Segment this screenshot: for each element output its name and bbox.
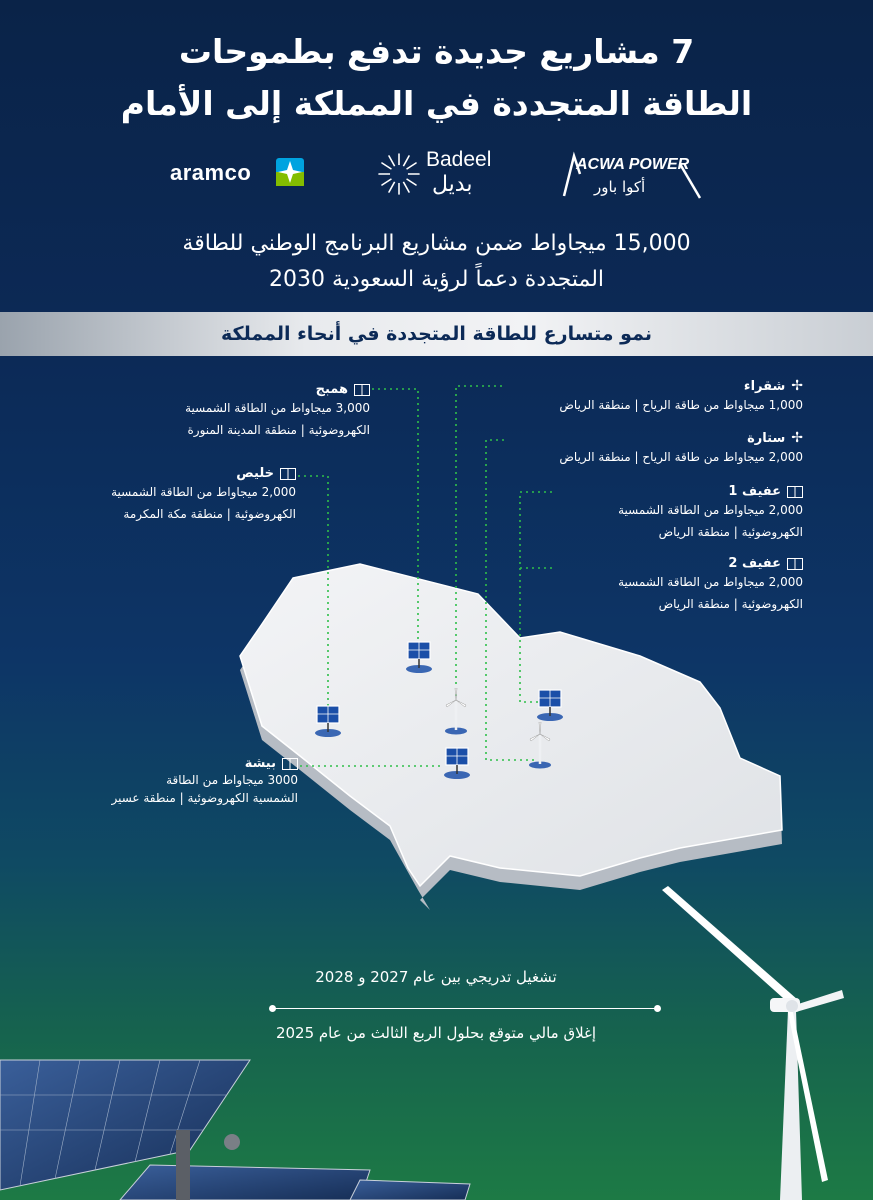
badeel-wordmark-en: Badeel [426,148,492,171]
project-name: همبج [315,382,348,397]
project-name: عفيف 1 [728,484,781,499]
wind-turbine-icon [527,722,553,770]
wind-marker-sitara [527,722,553,774]
title-line-1: 7 مشاريع جديدة تدفع بطموحات [178,32,695,71]
project-name: خليص [236,466,274,481]
aramco-wordmark: aramco [170,160,252,185]
subtitle-line-2: المتجددة دعماً لرؤية السعودية 2030 [268,267,605,292]
project-name: شقراء [743,378,786,394]
solar-panel-icon [787,486,803,498]
project-afif1 [553,484,803,543]
connector-sitara [486,440,535,760]
project-description-line-1: 2,000 ميجاواط من الطاقة الشمسية [618,575,803,589]
connector-afif1 [520,492,552,702]
project-description: 1,000 ميجاواط من طاقة الرياح | منطقة الرياض [559,398,803,412]
project-description-line-1: 3000 ميجاواط من الطاقة [166,773,298,787]
project-description-line-2: الكهروضوئية | منطقة الرياض [658,525,803,539]
connector-shaqra [456,386,502,696]
solar-marker-khulais [313,704,343,742]
badeel-logo [376,146,506,202]
solar-panel-icon [787,558,803,570]
wind-turbine-icon: ✢ [791,378,803,394]
project-bisha [28,756,298,807]
project-description: 2,000 ميجاواط من طاقة الرياح | منطقة الرياض [559,450,803,464]
solar-panel-icon [282,758,298,770]
project-description-line-2: الشمسية الكهروضوئية | منطقة عسير [111,791,298,805]
wind-turbine-illustration [660,880,860,1200]
connector-khulais [298,476,328,706]
solar-panel-icon [313,704,343,738]
project-name: عفيف 2 [728,556,781,571]
project-description-line-2: الكهروضوئية | منطقة المدينة المنورة [187,423,370,437]
project-khulais [30,466,296,525]
project-sitara [503,430,803,468]
badeel-burst-icon [376,151,422,197]
project-description-line-1: 2,000 ميجاواط من الطاقة الشمسية [618,503,803,517]
project-description-line-2: الكهروضوئية | منطقة الرياض [658,597,803,611]
timeline-divider [272,1008,658,1009]
acwa-wordmark-ar: أكوا باور [594,178,646,196]
solar-marker-bisha [442,746,472,784]
solar-marker-humaij [404,640,434,678]
project-afif2 [553,556,803,615]
wind-turbine-icon: ✢ [791,430,803,446]
project-name: بيشة [244,756,276,771]
solar-field-illustration [0,1040,480,1200]
project-description-line-1: 2,000 ميجاواط من الطاقة الشمسية [111,485,296,499]
connector-humaij [372,389,418,644]
wind-turbine-icon [443,688,469,736]
title-line-2: الطاقة المتجددة في المملكة إلى الأمام [120,84,753,123]
project-name: ستارة [747,430,786,446]
solar-panel-icon [404,640,434,674]
wind-marker-shaqra [443,688,469,740]
project-humaij [90,382,370,441]
aramco-star-icon [276,158,304,186]
project-shaqra [503,378,803,416]
subtitle-line-1: 15,000 ميجاواط ضمن مشاريع البرنامج الوطني للطاقة [182,231,691,256]
acwa-wordmark-en: ACWA POWER [576,156,690,173]
acwa-power-logo [560,150,720,202]
page-title [0,26,873,130]
solar-panel-icon [280,468,296,480]
timeline-financial-close: إغلاق مالي متوقع بحلول الربع الثالث من عام 2025 [275,1024,597,1042]
solar-panel-icon [442,746,472,780]
section-banner-text: نمو متسارع للطاقة المتجددة في أنحاء المملكة [221,323,652,345]
project-description-line-1: 3,000 ميجاواط من الطاقة الشمسية [185,401,370,415]
solar-panel-icon [354,384,370,396]
badeel-wordmark-ar: بديل [432,172,473,197]
solar-panel-icon [535,688,565,722]
solar-marker-afif [535,688,565,726]
timeline-operation: تشغيل تدريجي بين عام 2027 و 2028 [315,968,557,986]
project-description-line-2: الكهروضوئية | منطقة مكة المكرمة [123,507,296,521]
aramco-logo [170,158,310,190]
subtitle [0,226,873,298]
timeline-dot-left [269,1005,276,1012]
